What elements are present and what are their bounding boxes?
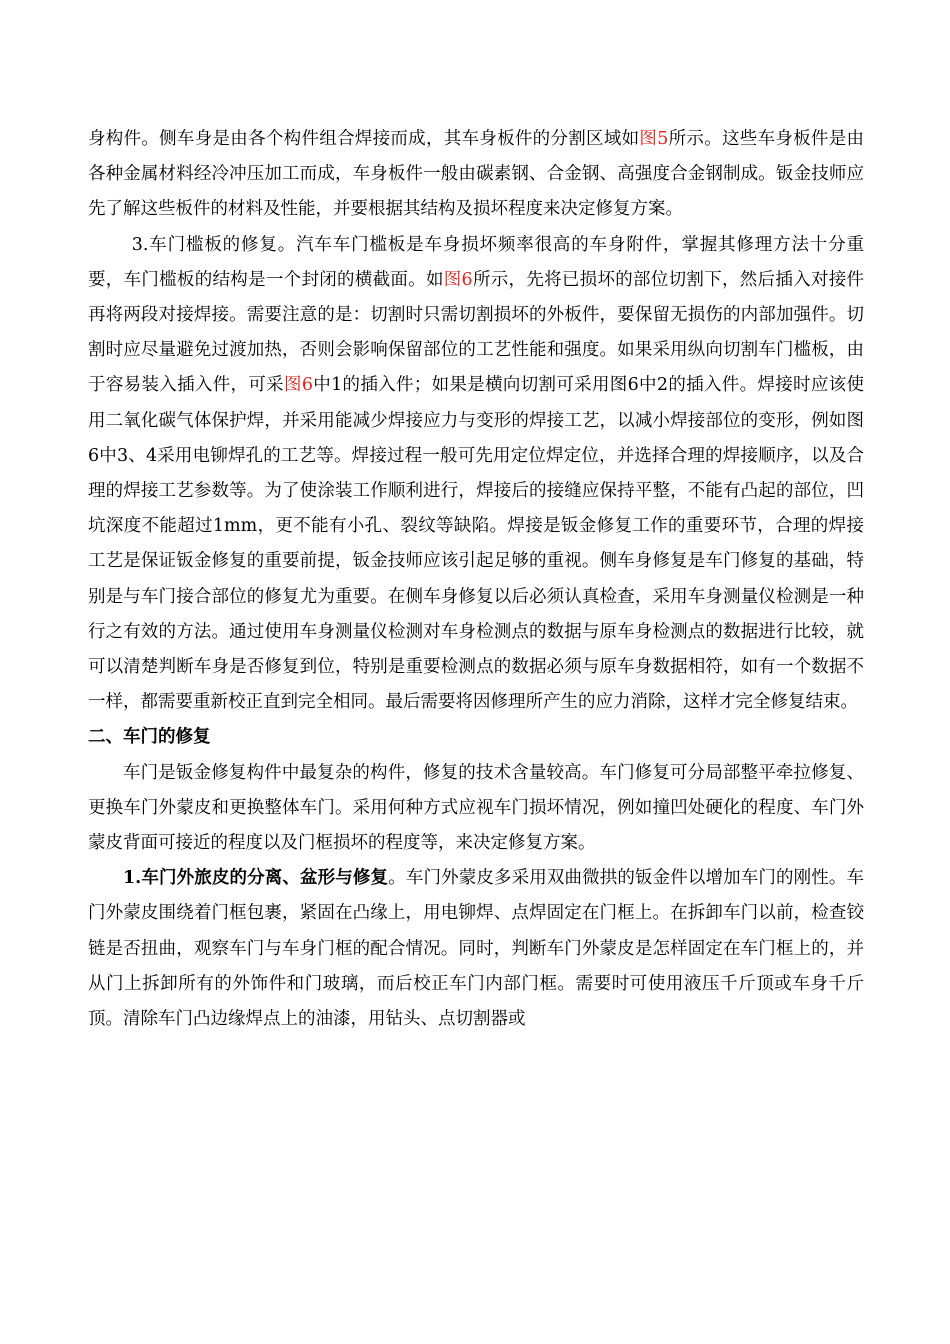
paragraph-text: 。车门外蒙皮多采用双曲微拱的钣金件以增加车门的刚性。车门外蒙皮围绕着门框包裹，紧固在凸缘上，用电铆焊、点焊固定在门框上。在拆卸车门以前，检查铰链是否扭曲，观察车门与车身门框的配合情况。同时，判断车门外蒙皮是怎样固定在车门框上的，并从门上拆卸所有的外饰件和门玻璃，而后校正车门内部门框。需要时可使用液压千斤顶或车身千斤顶。清除车门凸边缘焊点上的油漆，用钻头、点切割器或 (88, 868, 864, 1030)
paragraph-side-body (88, 122, 864, 228)
section-heading: 二、车门的修复 (88, 727, 211, 748)
subsection-heading: 1.车门外旅皮的分离、盆形与修复 (123, 868, 389, 889)
document-body (88, 122, 864, 1037)
paragraph-door-repair-intro: 车门是钣金修复构件中最复杂的构件，修复的技术含量较高。车门修复可分局部整平牵拉修复、更换车门外蒙皮和更换整体车门。采用何种方式应视车门损坏情况，例如撞凹处硬化的程度、车门外蒙皮背面可接近的程度以及门框损坏的程度等，来决定修复方案。 (88, 762, 864, 854)
paragraph-text: 所示。这些车身板件是由各种金属材料经冷冲压加工而成，车身板件一般由碳素钢、合金钢、高强度合金钢制成。钣金技师应先了解这些板件的材料及性能，并要根据其结构及损坏程度来决定修复方案。 (88, 129, 865, 220)
paragraph-text: 3.车门槛板的修复。汽车车门槛板是车身损坏频率很高的车身附件，掌握其修理方法十分重要，车门槛板的结构是一个封闭的横截面。如 (88, 234, 864, 290)
paragraph-text: 身构件。侧车身是由各个构件组合焊接而成，其车身板件的分割区域如 (88, 129, 640, 149)
paragraph-sill-repair (88, 228, 864, 721)
paragraph-text: 中1的插入件；如果是横向切割可采用图6中2的插入件。焊接时应该使用二氧化碳气体保护焊，并采用能减少焊接应力与变形的焊接工艺，以减小焊接部位的变形，例如图6中3、4采用电铆焊孔的工艺等。焊接过程一般可先用定位焊定位，并选择合理的焊接顺序，以及合理的焊接工艺参数等。为了使涂装工作顺利进行，焊接后的接缝应保持平整，不能有凸起的部位，凹坑深度不能超过1mm，更不能有小孔、裂纹等缺陷。焊接是钣金修复工作的重要环节，合理的焊接工艺是保证钣金修复的重要前提，钣金技师应该引起足够的重视。侧车身修复是车门修复的基础，特别是与车门接合部位的修复尤为重要。在侧车身修复以后必须认真检查，采用车身测量仪检测是一种行之有效的方法。通过使用车身测量仪检测对车身检测点的数据与原车身检测点的数据进行比较，就可以清楚判断车身是否修复到位，特别是重要检测点的数据必须与原车身数据相符，如有一个数据不一样，都需要重新校正直到完全相同。最后需要将因修理所产生的应力消除，这样才完全修复结束。 (88, 375, 865, 713)
paragraph-text: 所示，先将已损坏的部位切割下，然后插入对接件再将两段对接焊接。需要注意的是：切割时只需切割损坏的外板件，要保留无损伤的内部加强件。切割时应尽量避免过渡加热，否则会影响保留部位的工艺性能和强度。如果采用纵向切割车门槛板，由于容易装入插入件，可采 (88, 269, 864, 396)
figure-reference-link[interactable]: 图6 (284, 375, 313, 396)
figure-reference-link[interactable]: 图6 (443, 269, 473, 290)
figure-reference-link[interactable]: 图5 (639, 129, 669, 149)
paragraph-door-skin (88, 861, 864, 1037)
